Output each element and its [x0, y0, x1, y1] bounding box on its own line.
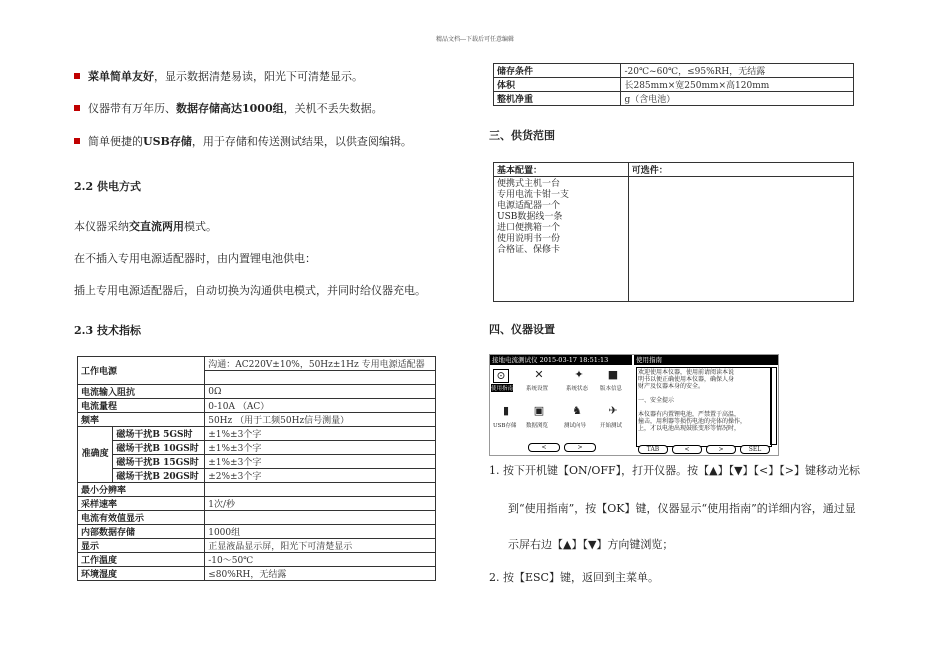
spec-value: 0-10A （AC） [205, 399, 436, 413]
spec-value [205, 511, 436, 525]
system-status-icon[interactable]: ✦ [574, 368, 584, 381]
spec-label: 储存条件 [494, 64, 621, 78]
accuracy-condition: 磁场干扰B 15GS时 [113, 455, 205, 469]
start-test-icon[interactable]: ✈ [608, 404, 618, 417]
tab-button[interactable]: TAB [638, 445, 668, 454]
select-button[interactable]: SEL [740, 445, 770, 454]
list-item: 便携式主机一台 [497, 179, 561, 189]
spec-label: 电流量程 [78, 399, 205, 413]
section-3-heading: 三、供货范围 [489, 129, 555, 142]
data-browse-icon[interactable]: ▣ [533, 404, 545, 417]
list-item: 合格证、保修卡 [497, 245, 561, 255]
icon-label: 开始测试 [600, 423, 623, 429]
section-2-2-heading: 2.2 供电方式 [74, 180, 141, 193]
spec-label: 频率 [78, 413, 205, 427]
icon-label: 版本信息 [600, 386, 623, 392]
device-guide-panel [634, 355, 778, 455]
spec-label: 环境湿度 [78, 567, 205, 581]
prev-button[interactable]: < [672, 445, 702, 454]
spec-label: 采样速率 [78, 497, 205, 511]
icon-label: 系统状态 [566, 386, 589, 392]
icon-label: 测试向导 [564, 423, 587, 429]
accuracy-condition: 磁场干扰B 20GS时 [113, 469, 205, 483]
spec-table [77, 356, 436, 581]
icon-label: 使用指南 [491, 386, 514, 392]
test-wizard-icon[interactable]: ♞ [572, 404, 582, 417]
accuracy-value: ±2%±3个字 [205, 469, 436, 483]
list-item: 电源适配器一个 [497, 201, 561, 211]
bullet-square-icon [74, 105, 80, 111]
bullet-bold: 菜单简单友好 [88, 70, 154, 83]
spec-label: 工作温度 [78, 553, 205, 567]
list-item: 专用电流卡钳一支 [497, 190, 570, 200]
battery-paragraph: 在不插入专用电源适配器时，由内置锂电池供电： [74, 252, 316, 265]
list-item: 进口便携箱一个 [497, 223, 561, 233]
spec-value [205, 371, 436, 385]
usb-storage-icon[interactable]: ▮ [502, 404, 510, 417]
section-4-heading: 四、仪器设置 [489, 323, 555, 336]
next-button[interactable]: > [564, 443, 596, 452]
spec-value: ≤80%RH，无结露 [205, 567, 436, 581]
supply-basic-list [494, 177, 629, 302]
device-title-bar: 接地电流测试仪 2015-03-17 18:51:13 [490, 355, 632, 365]
supply-basic-header: 基本配置： [494, 163, 629, 177]
spec-label: 电流输入阻抗 [78, 385, 205, 399]
header-note: 精品文档---下载后可任意编辑 [435, 36, 515, 43]
step-2-line: 2. 按【ESC】键，返回到主菜单。 [489, 571, 659, 584]
list-item: USB数据线一条 [497, 212, 563, 222]
icon-label: 系统设置 [526, 386, 549, 392]
supply-table [493, 162, 854, 302]
device-screenshot [489, 354, 779, 456]
prev-button[interactable]: < [528, 443, 560, 452]
icon-label: 数据浏览 [526, 423, 549, 429]
spec-value [205, 483, 436, 497]
adapter-paragraph: 插上专用电源适配器后，自动切换为沟通供电模式，并同时给仪器充电。 [74, 284, 426, 297]
accuracy-value: ±1%±3个字 [205, 427, 436, 441]
spec-label: 整机净重 [494, 92, 621, 106]
bullet-bold: USB存储 [143, 135, 192, 148]
spec-label: 工作电源 [78, 357, 205, 385]
feature-bullet-1: 菜单简单友好，显示数据清楚易读，阳光下可清楚显示。 [74, 68, 363, 84]
list-item: 使用说明书一份 [497, 234, 561, 244]
accuracy-condition: 磁场干扰B 10GS时 [113, 441, 205, 455]
guide-scrollbar[interactable] [770, 367, 777, 445]
spec-label: 电流有效值显示 [78, 511, 205, 525]
spec-value: 0Ω [205, 385, 436, 399]
spec-value: g（含电池） [621, 92, 854, 106]
next-button[interactable]: > [706, 445, 736, 454]
bullet-bold: 数据存储高达1000组 [176, 102, 284, 115]
feature-bullet-3: 简单便捷的USB存储，用于存储和传送测试结果，以供查阅编辑。 [74, 133, 412, 149]
step-1-line: 到“使用指南”，按【OK】键，仪器显示“使用指南”的详细内容，通过显 [508, 502, 856, 515]
icon-label: USB存储 [493, 423, 517, 429]
supply-optional-header: 可选件： [628, 163, 853, 177]
spec-value: -10～50℃ [205, 553, 436, 567]
accuracy-value: ±1%±3个字 [205, 455, 436, 469]
spec-value: -20℃~60℃，≤95%RH，无结露 [621, 64, 854, 78]
feature-bullet-2: 仪器带有万年历、数据存储高达1000组，关机不丢失数据。 [74, 100, 383, 116]
guide-title-bar: 使用指南 [634, 355, 778, 365]
spec-value: 50Hz （用于工频50Hz信号测量） [205, 413, 436, 427]
user-guide-icon[interactable]: ⊙ [493, 369, 509, 383]
storage-spec-table [493, 63, 854, 106]
spec-label: 体积 [494, 78, 621, 92]
version-info-icon[interactable]: ■ [607, 368, 619, 381]
settings-icon[interactable]: ✕ [534, 368, 544, 381]
accuracy-label: 准确度 [78, 427, 113, 483]
spec-value: 1000组 [205, 525, 436, 539]
step-1-line: 示屏右边【▲】【▼】方向键浏览； [508, 538, 674, 551]
section-2-3-heading: 2.3 技术指标 [74, 324, 141, 337]
spec-value: 长285mm×宽250mm×高120mm [621, 78, 854, 92]
spec-label: 最小分辨率 [78, 483, 205, 497]
bullet-square-icon [74, 138, 80, 144]
spec-label: 显示 [78, 539, 205, 553]
power-mode-paragraph: 本仪器采纳交直流两用模式。 [74, 220, 217, 233]
spec-value: 1次/秒 [205, 497, 436, 511]
step-1-line: 1. 按下开机键【ON/OFF】，打开仪器。按【▲】【▼】【<】【>】键移动光标 [489, 464, 860, 477]
supply-optional-list [628, 177, 853, 302]
spec-value: 正显液晶显示屏，阳光下可清楚显示 [205, 539, 436, 553]
spec-label: 内部数据存储 [78, 525, 205, 539]
accuracy-condition: 磁场干扰B 5GS时 [113, 427, 205, 441]
spec-value: 沟通：AC220V±10%，50Hz±1Hz 专用电源适配器 [205, 357, 436, 371]
guide-text: 欢迎使用本仪器，使用前请阅读本说 明书以便正确使用本仪器，确保人身 财产及仪器本身的安全。 一、安全提示 本仪器有内置锂电池，严禁置于高温， 撞击，用利器等损伤电池的壳体的操作， 上，才以电池出现鼓胀变形等情况时， [636, 367, 772, 447]
accuracy-value: ±1%±3个字 [205, 441, 436, 455]
bullet-square-icon [74, 73, 80, 79]
device-main-menu [490, 355, 634, 455]
